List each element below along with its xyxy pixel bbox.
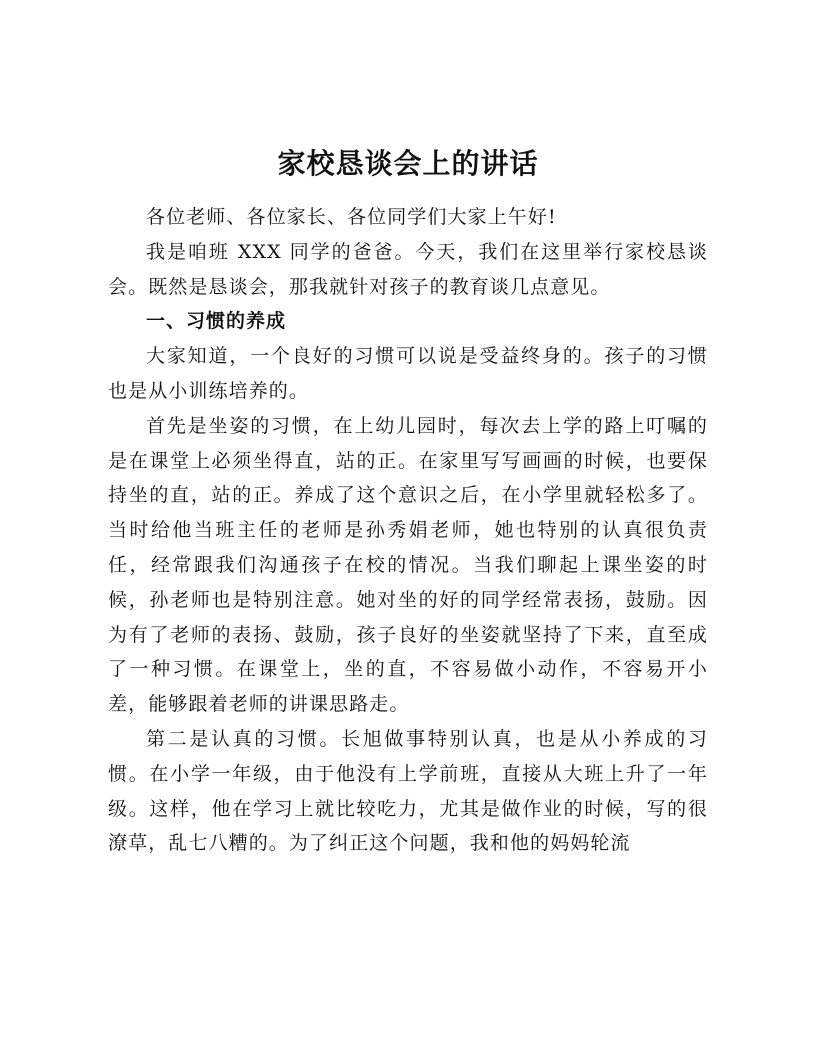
body-paragraph: 首先是坐姿的习惯，在上幼儿园时，每次去上学的路上叮嘱的是在课堂上必须坐得直，站的正。在家里写写画画的时候，也要保持坐的直，站的正。养成了这个意识之后，在小学里就轻松多了。当时给他当班主任的老师是孙秀娟老师，她也特别的认真很负责任，经常跟我们沟通孩子在校的情况。当我们聊起上课坐姿的时候，孙老师也是特别注意。她对坐的好的同学经常表扬，鼓励。因为有了老师的表扬、鼓励，孩子良好的坐姿就坚持了下来，直至成了一种习惯。在课堂上，坐的直，不容易做小动作，不容易开小差，能够跟着老师的讲课思路走。 [108, 414, 708, 716]
body-paragraph: 第二是认真的习惯。长旭做事特别认真，也是从小养成的习惯。在小学一年级，由于他没有上学前班，直接从大班上升了一年级。这样，他在学习上就比较吃力，尤其是做作业的时候，写的很潦草，乱七八糟的。为了纠正这个问题，我和他的妈妈轮流 [108, 727, 708, 855]
body-paragraph: 大家知道，一个良好的习惯可以说是受益终身的。孩子的习惯也是从小训练培养的。 [108, 345, 708, 402]
document-title: 家校恳谈会上的讲话 [277, 147, 539, 180]
section-heading: 一、习惯的养成 [146, 310, 287, 333]
intro-paragraph: 我是咱班 XXX 同学的爸爸。今天，我们在这里举行家校恳谈会。既然是恳谈会，那我就针对孩子的教育谈几点意见。 [108, 240, 708, 298]
greeting-paragraph: 各位老师、各位家长、各位同学们大家上午好! [146, 206, 557, 228]
document-body [108, 200, 708, 861]
